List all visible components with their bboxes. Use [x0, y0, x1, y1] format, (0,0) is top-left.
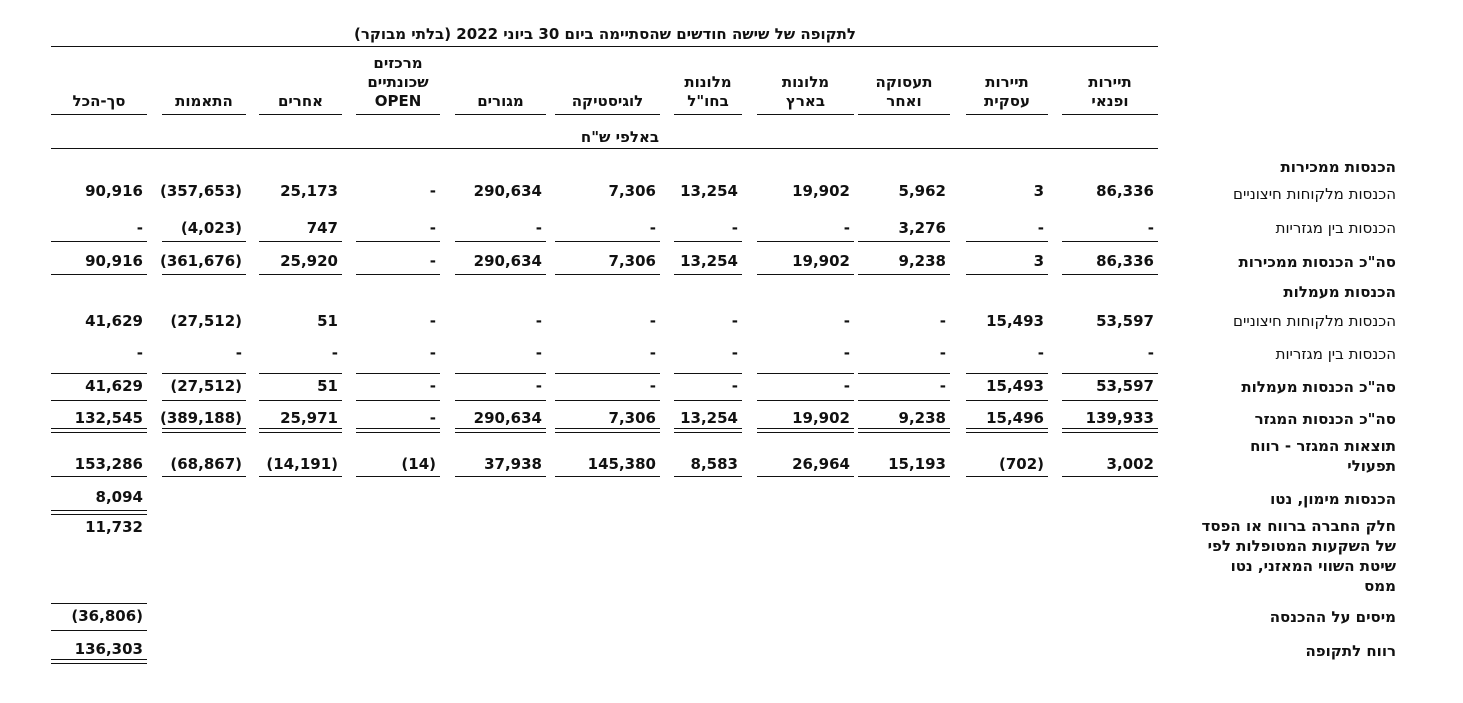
- cell-underline: [259, 274, 342, 275]
- table-cell: -: [535, 377, 542, 395]
- column-header-underline: [555, 114, 660, 115]
- cell-underline: [757, 428, 854, 433]
- table-cell: -: [843, 344, 850, 362]
- cell-underline: [757, 476, 854, 477]
- column-header-total: סך-הכל: [72, 92, 126, 110]
- cell-underline: [966, 373, 1048, 374]
- cell-underline: [858, 476, 950, 477]
- table-cell: 19,902: [792, 409, 850, 427]
- table-cell: (14,191): [266, 455, 338, 473]
- row-label: סה"כ הכנסות המגזר: [1254, 410, 1396, 428]
- cell-underline: [555, 428, 660, 433]
- table-cell: 86,336: [1096, 182, 1154, 200]
- column-header-underline: [259, 114, 342, 115]
- cell-underline: [51, 241, 147, 242]
- column-header-tayarut_iskit: תיירות עסקית: [984, 73, 1030, 110]
- table-cell: 5,962: [898, 182, 946, 200]
- cell-underline: [259, 428, 342, 433]
- table-cell: -: [535, 312, 542, 330]
- total-underline: [51, 659, 147, 664]
- table-cell: 19,902: [792, 252, 850, 270]
- table-cell: (36,806): [71, 607, 143, 625]
- table-cell: -: [1147, 219, 1154, 237]
- table-cell: -: [731, 344, 738, 362]
- cell-underline: [455, 274, 546, 275]
- table-cell: -: [843, 312, 850, 330]
- table-cell: -: [331, 344, 338, 362]
- cell-underline: [555, 373, 660, 374]
- table-cell: 41,629: [85, 312, 143, 330]
- table-cell: -: [731, 312, 738, 330]
- row-label: הכנסות מלקוחות חיצוניים: [1233, 312, 1396, 330]
- column-header-hatamot: התאמות: [175, 92, 233, 110]
- cell-underline: [555, 476, 660, 477]
- table-cell: 8,094: [95, 488, 143, 506]
- table-cell: -: [649, 377, 656, 395]
- table-cell: 53,597: [1096, 312, 1154, 330]
- cell-underline: [162, 428, 246, 433]
- cell-underline: [455, 400, 546, 401]
- cell-underline: [1062, 476, 1158, 477]
- cell-underline: [51, 400, 147, 401]
- table-cell: 13,254: [680, 252, 738, 270]
- column-header-open: מרכזים שכונתיים OPEN: [367, 54, 429, 110]
- cell-underline: [1062, 400, 1158, 401]
- column-header-taasuka: תעסוקה ואחר: [875, 73, 933, 110]
- table-cell: (357,653): [159, 182, 242, 200]
- table-cell: 3: [1033, 182, 1044, 200]
- table-cell: -: [429, 219, 436, 237]
- row-label: סה"כ הכנסות ממכירות: [1238, 253, 1396, 271]
- cell-underline: [858, 274, 950, 275]
- table-cell: 3,276: [898, 219, 946, 237]
- table-cell: 51: [317, 377, 338, 395]
- cell-underline: [455, 373, 546, 374]
- column-header-underline: [356, 114, 440, 115]
- cell-underline: [162, 241, 246, 242]
- table-cell: 139,933: [1085, 409, 1154, 427]
- table-cell: -: [649, 312, 656, 330]
- cell-underline: [674, 400, 742, 401]
- table-cell: (68,867): [170, 455, 242, 473]
- cell-underline: [356, 476, 440, 477]
- table-cell: (27,512): [170, 377, 242, 395]
- cell-underline: [966, 241, 1048, 242]
- column-header-malon_aretz: מלונות בארץ: [781, 73, 830, 110]
- table-cell: (4,023): [180, 219, 242, 237]
- table-cell: -: [429, 377, 436, 395]
- column-header-underline: [966, 114, 1048, 115]
- table-cell: -: [1037, 344, 1044, 362]
- table-cell: 7,306: [608, 409, 656, 427]
- row-label: הכנסות ממכירות: [1280, 158, 1396, 176]
- cell-underline: [356, 241, 440, 242]
- table-cell: 15,496: [986, 409, 1044, 427]
- cell-underline: [555, 241, 660, 242]
- column-header-tayarut_pnai: תיירות ופנאי: [1088, 73, 1132, 110]
- cell-underline: [259, 476, 342, 477]
- column-header-underline: [455, 114, 546, 115]
- table-cell: 9,238: [898, 252, 946, 270]
- cell-underline: [674, 241, 742, 242]
- table-cell: 41,629: [85, 377, 143, 395]
- column-header-underline: [858, 114, 950, 115]
- cell-underline: [259, 373, 342, 374]
- table-cell: -: [1037, 219, 1044, 237]
- table-cell: 747: [306, 219, 338, 237]
- table-cell: 8,583: [690, 455, 738, 473]
- cell-underline: [858, 373, 950, 374]
- row-label: סה"כ הכנסות מעמלות: [1241, 378, 1396, 396]
- table-cell: 15,193: [888, 455, 946, 473]
- cell-underline: [259, 400, 342, 401]
- cell-underline: [858, 241, 950, 242]
- table-cell: 3: [1033, 252, 1044, 270]
- column-header-underline: [51, 114, 147, 115]
- column-header-underline: [757, 114, 854, 115]
- table-cell: -: [235, 344, 242, 362]
- cell-underline: [757, 274, 854, 275]
- row-label: הכנסות מעמלות: [1283, 283, 1396, 301]
- table-cell: 86,336: [1096, 252, 1154, 270]
- row-label: תוצאות המגזר - רווח תפעולי: [1250, 437, 1396, 475]
- row-label: הכנסות מימון, נטו: [1270, 490, 1396, 508]
- cell-underline: [162, 274, 246, 275]
- table-cell: 15,493: [986, 312, 1044, 330]
- table-cell: 19,902: [792, 182, 850, 200]
- table-cell: 25,920: [280, 252, 338, 270]
- table-cell: 290,634: [473, 409, 542, 427]
- total-underline: [51, 510, 147, 515]
- cell-underline: [51, 476, 147, 477]
- row-label: הכנסות בין מגזריות: [1275, 345, 1396, 363]
- table-cell: 290,634: [473, 252, 542, 270]
- row-label: הכנסות מלקוחות חיצוניים: [1233, 185, 1396, 203]
- table-cell: -: [429, 182, 436, 200]
- column-header-aherim: אחרים: [277, 92, 324, 110]
- table-cell: 11,732: [85, 518, 143, 536]
- cell-underline: [356, 373, 440, 374]
- table-cell: 25,971: [280, 409, 338, 427]
- row-label: הכנסות בין מגזריות: [1275, 219, 1396, 237]
- cell-underline: [51, 274, 147, 275]
- table-cell: 145,380: [587, 455, 656, 473]
- cell-underline: [455, 241, 546, 242]
- table-cell: 90,916: [85, 252, 143, 270]
- column-header-underline: [1062, 114, 1158, 115]
- cell-underline: [757, 241, 854, 242]
- cell-underline: [455, 428, 546, 433]
- table-cell: 3,002: [1106, 455, 1154, 473]
- cell-underline: [674, 476, 742, 477]
- table-cell: -: [429, 312, 436, 330]
- cell-underline: [1062, 274, 1158, 275]
- table-cell: -: [429, 344, 436, 362]
- table-cell: (361,676): [159, 252, 242, 270]
- cell-underline: [162, 373, 246, 374]
- units-label: באלפי ש"ח: [580, 128, 660, 146]
- table-cell: -: [136, 219, 143, 237]
- cell-underline: [455, 476, 546, 477]
- table-cell: 7,306: [608, 182, 656, 200]
- cell-underline: [674, 274, 742, 275]
- column-header-megurim: מגורים: [477, 92, 524, 110]
- period-title: לתקופה של שישה חודשים שהסתיימה ביום 30 ביוני 2022 (בלתי מבוקר): [354, 25, 856, 43]
- table-cell: 153,286: [74, 455, 143, 473]
- table-cell: 290,634: [473, 182, 542, 200]
- cell-underline: [966, 274, 1048, 275]
- cell-underline: [757, 400, 854, 401]
- table-cell: -: [429, 252, 436, 270]
- cell-underline: [356, 400, 440, 401]
- table-cell: (702): [998, 455, 1044, 473]
- table-cell: 25,173: [280, 182, 338, 200]
- table-cell: (27,512): [170, 312, 242, 330]
- table-cell: 136,303: [74, 640, 143, 658]
- column-header-malon_hul: מלונות בחו"ל: [684, 73, 732, 110]
- cell-underline: [966, 428, 1048, 433]
- column-header-underline: [674, 114, 742, 115]
- row-label: מיסים על ההכנסה: [1269, 608, 1396, 626]
- table-cell: -: [731, 219, 738, 237]
- column-header-underline: [162, 114, 246, 115]
- cell-underline: [858, 400, 950, 401]
- cell-underline: [674, 373, 742, 374]
- table-cell: -: [649, 344, 656, 362]
- table-cell: 9,238: [898, 409, 946, 427]
- cell-underline: [1062, 428, 1158, 433]
- cell-underline: [555, 400, 660, 401]
- table-cell: -: [731, 377, 738, 395]
- cell-underline: [356, 274, 440, 275]
- cell-underline: [966, 400, 1048, 401]
- cell-underline: [51, 373, 147, 374]
- cell-underline: [757, 373, 854, 374]
- table-cell: 132,545: [74, 409, 143, 427]
- cell-underline: [966, 476, 1048, 477]
- table-cell: -: [649, 219, 656, 237]
- table-cell: 26,964: [792, 455, 850, 473]
- table-cell: 7,306: [608, 252, 656, 270]
- table-cell: -: [843, 219, 850, 237]
- table-cell: -: [939, 377, 946, 395]
- cell-underline: [259, 241, 342, 242]
- table-cell: (14): [401, 455, 436, 473]
- cell-underline: [356, 428, 440, 433]
- title-underline: [51, 46, 1158, 47]
- table-cell: -: [939, 344, 946, 362]
- cell-underline: [51, 428, 147, 433]
- table-cell: 51: [317, 312, 338, 330]
- table-cell: 37,938: [484, 455, 542, 473]
- total-underline: [51, 630, 147, 631]
- total-underline: [51, 603, 147, 604]
- table-cell: 13,254: [680, 182, 738, 200]
- table-cell: 15,493: [986, 377, 1044, 395]
- units-underline: [51, 148, 1158, 149]
- cell-underline: [555, 274, 660, 275]
- table-cell: -: [429, 409, 436, 427]
- table-cell: (389,188): [159, 409, 242, 427]
- table-cell: -: [136, 344, 143, 362]
- table-cell: -: [535, 344, 542, 362]
- table-cell: -: [843, 377, 850, 395]
- table-cell: -: [1147, 344, 1154, 362]
- table-cell: 90,916: [85, 182, 143, 200]
- table-cell: 53,597: [1096, 377, 1154, 395]
- cell-underline: [162, 400, 246, 401]
- cell-underline: [674, 428, 742, 433]
- table-cell: -: [939, 312, 946, 330]
- row-label: רווח לתקופה: [1305, 642, 1396, 660]
- cell-underline: [1062, 373, 1158, 374]
- row-label: חלק החברה ברווח או הפסד של השקעות המטופלות לפי שיטת השווי המאזני, נטו ממס: [1201, 517, 1396, 595]
- table-cell: 13,254: [680, 409, 738, 427]
- column-header-logistika: לוגיסטיקה: [571, 92, 644, 110]
- table-cell: -: [535, 219, 542, 237]
- cell-underline: [1062, 241, 1158, 242]
- cell-underline: [858, 428, 950, 433]
- cell-underline: [162, 476, 246, 477]
